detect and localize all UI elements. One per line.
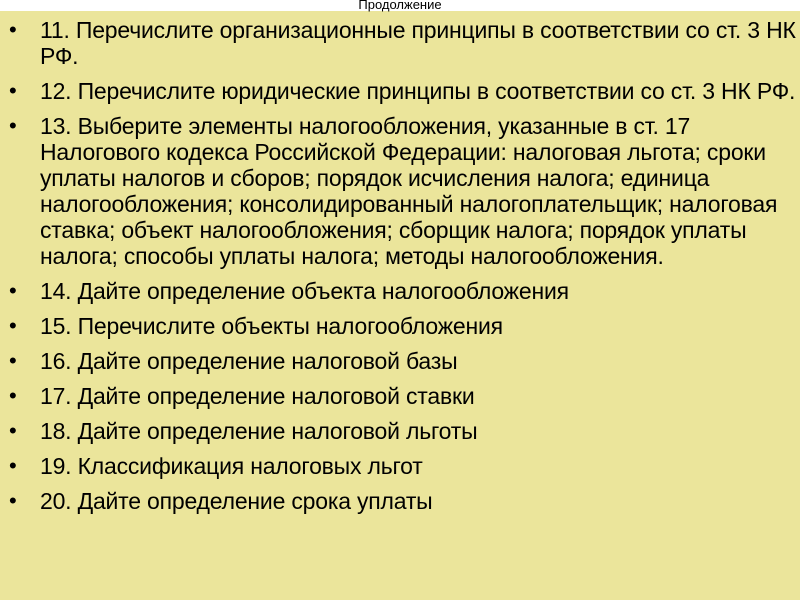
item-text: 11. Перечислите организационные принципы в соответствии со ст. 3 НК РФ.: [40, 17, 796, 69]
list-item: [0, 488, 800, 514]
list-item: [0, 453, 800, 479]
list-item: [0, 313, 800, 339]
bullet-icon: •: [9, 278, 17, 303]
list-item: [0, 348, 800, 374]
bullet-icon: •: [9, 418, 17, 443]
bullet-icon: •: [9, 488, 17, 513]
list-item: [0, 78, 800, 104]
list-item: [0, 113, 800, 269]
slide-title: Продолжение: [358, 0, 442, 12]
content-box: [0, 11, 800, 600]
item-text: 15. Перечислите объекты налогообложения: [40, 313, 503, 339]
list-item: [0, 418, 800, 444]
item-text: 19. Классификация налоговых льгот: [40, 453, 423, 479]
item-text: 13. Выберите элементы налогообложения, указанные в ст. 17 Налогового кодекса Российской Федерации: налоговая льгота; сроки уплаты налогов и сборов; порядок исчисления налога; единица налогообложения; консолидированный налогоплательщик; налоговая ставка; объект налогообложения; сборщик налога; порядок уплаты налога; способы уплаты налога; методы налогообложения.: [40, 113, 778, 269]
list-item: [0, 278, 800, 304]
item-text: 20. Дайте определение срока уплаты: [40, 488, 433, 514]
list-item: [0, 17, 800, 69]
bullet-icon: •: [9, 78, 17, 103]
list-item: [0, 383, 800, 409]
question-list: [0, 11, 800, 514]
item-text: 18. Дайте определение налоговой льготы: [40, 418, 478, 444]
bullet-icon: •: [9, 113, 17, 138]
bullet-icon: •: [9, 383, 17, 408]
item-text: 14. Дайте определение объекта налогообложения: [40, 278, 569, 304]
bullet-icon: •: [9, 17, 17, 42]
bullet-icon: •: [9, 453, 17, 478]
item-text: 17. Дайте определение налоговой ставки: [40, 383, 475, 409]
item-text: 16. Дайте определение налоговой базы: [40, 348, 458, 374]
bullet-icon: •: [9, 348, 17, 373]
bullet-icon: •: [9, 313, 17, 338]
item-text: 12. Перечислите юридические принципы в соответствии со ст. 3 НК РФ.: [40, 78, 796, 104]
